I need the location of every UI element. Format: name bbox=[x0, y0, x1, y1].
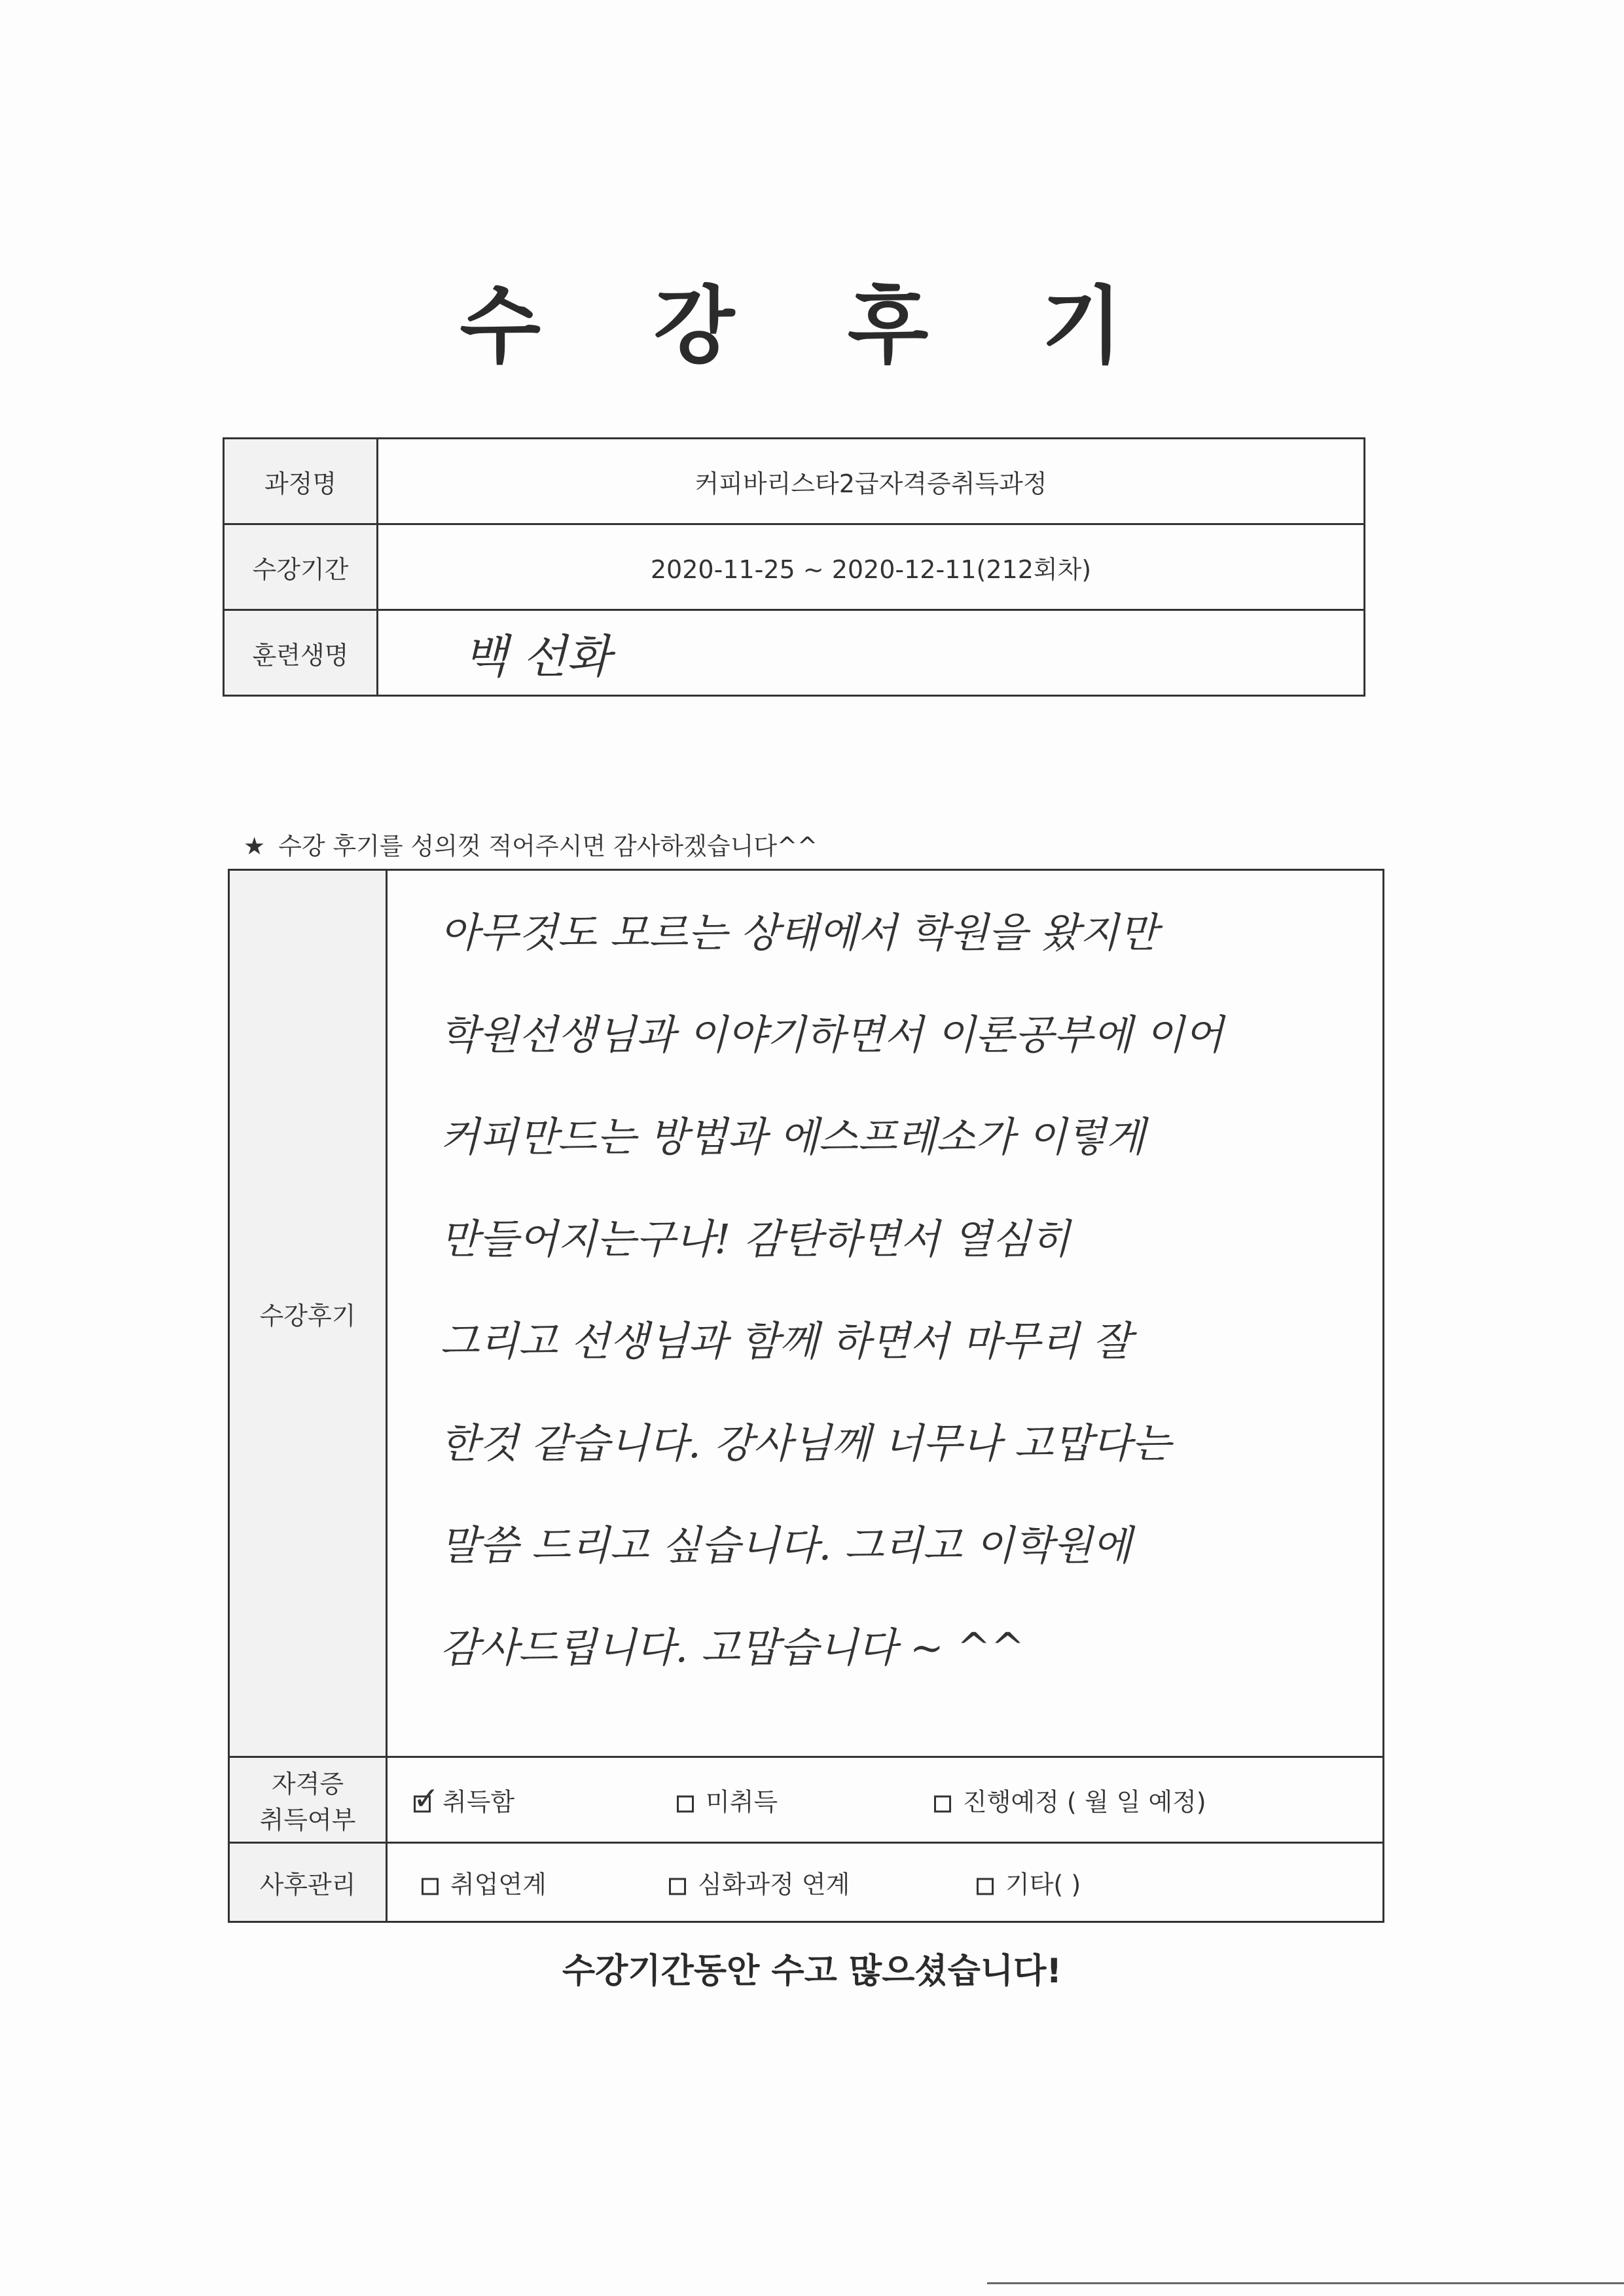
advanced-label: 심화과정 연계 bbox=[698, 1870, 850, 1899]
check-icon: ✓ bbox=[413, 1780, 440, 1817]
closing-message: 수강기간동안 수고 많으셨습니다! bbox=[562, 1952, 1062, 1991]
planned-label: 진행예정 ( 월 일 예정) bbox=[963, 1787, 1206, 1817]
review-label: 수강후기 bbox=[229, 870, 387, 1757]
certificate-label-line1: 자격증 bbox=[271, 1770, 344, 1798]
not-obtained-checkbox[interactable] bbox=[677, 1795, 694, 1812]
scan-edge-line bbox=[987, 2282, 1624, 2284]
review-line: 커피만드는 방법과 에스프레소가 이렇게 bbox=[440, 1113, 1146, 1161]
option-obtained[interactable] bbox=[414, 1782, 514, 1818]
period-row bbox=[224, 524, 1365, 610]
review-body bbox=[387, 870, 1384, 1757]
obtained-checkbox[interactable] bbox=[413, 1780, 440, 1817]
review-row bbox=[229, 870, 1384, 1757]
review-line: 말씀 드리고 싶습니다. 그리고 이학원에 bbox=[440, 1522, 1132, 1569]
followup-options bbox=[387, 1843, 1384, 1922]
review-line: 그리고 선생님과 함께 하면서 마무리 잘 bbox=[440, 1317, 1132, 1365]
option-not-obtained[interactable] bbox=[677, 1782, 778, 1818]
certificate-options bbox=[387, 1757, 1384, 1843]
certificate-label-line2: 취득여부 bbox=[259, 1806, 356, 1834]
trainee-signature: 백 선화 bbox=[378, 610, 1365, 696]
review-line: 만들어지는구나! 감탄하면서 열심히 bbox=[440, 1215, 1070, 1263]
review-line: 한것 같습니다. 강사님께 너무나 고맙다는 bbox=[440, 1419, 1171, 1467]
option-other[interactable] bbox=[977, 1865, 1081, 1901]
period-value: 2020-11-25 ~ 2020-12-11(212회차) bbox=[378, 524, 1365, 610]
review-line: 아무것도 모르는 상태에서 학원을 왔지만 bbox=[440, 909, 1158, 957]
instruction-note bbox=[244, 826, 818, 862]
other-checkbox[interactable] bbox=[977, 1878, 994, 1895]
certificate-label bbox=[229, 1757, 387, 1843]
course-label: 과정명 bbox=[224, 439, 378, 524]
review-line: 학원선생님과 이야기하면서 이론공부에 이어 bbox=[440, 1011, 1224, 1059]
course-value: 커피바리스타2급자격증취득과정 bbox=[378, 439, 1365, 524]
trainee-row bbox=[224, 610, 1365, 696]
star-icon: ★ bbox=[244, 832, 266, 860]
course-info-table bbox=[223, 437, 1365, 697]
not-obtained-label: 미취득 bbox=[706, 1787, 778, 1817]
planned-checkbox[interactable] bbox=[934, 1795, 951, 1812]
certificate-row bbox=[229, 1757, 1384, 1843]
option-advanced[interactable] bbox=[669, 1865, 850, 1901]
followup-row bbox=[229, 1843, 1384, 1922]
employment-label: 취업연계 bbox=[450, 1870, 547, 1899]
review-table bbox=[228, 869, 1384, 1923]
review-line: 감사드립니다. 고맙습니다 ~ ^^ bbox=[440, 1624, 1025, 1671]
trainee-label: 훈련생명 bbox=[224, 610, 378, 696]
page-title: 수 강 후 기 bbox=[460, 278, 1164, 375]
employment-checkbox[interactable] bbox=[422, 1878, 439, 1895]
followup-label: 사후관리 bbox=[229, 1843, 387, 1922]
period-label: 수강기간 bbox=[224, 524, 378, 610]
other-label: 기타( ) bbox=[1005, 1870, 1081, 1899]
advanced-checkbox[interactable] bbox=[669, 1878, 686, 1895]
option-planned[interactable] bbox=[934, 1782, 1206, 1818]
obtained-label: 취득함 bbox=[442, 1787, 515, 1817]
option-employment[interactable] bbox=[422, 1865, 547, 1901]
course-row bbox=[224, 439, 1365, 524]
instruction-text: 수강 후기를 성의껏 적어주시면 감사하겠습니다^^ bbox=[278, 832, 818, 860]
